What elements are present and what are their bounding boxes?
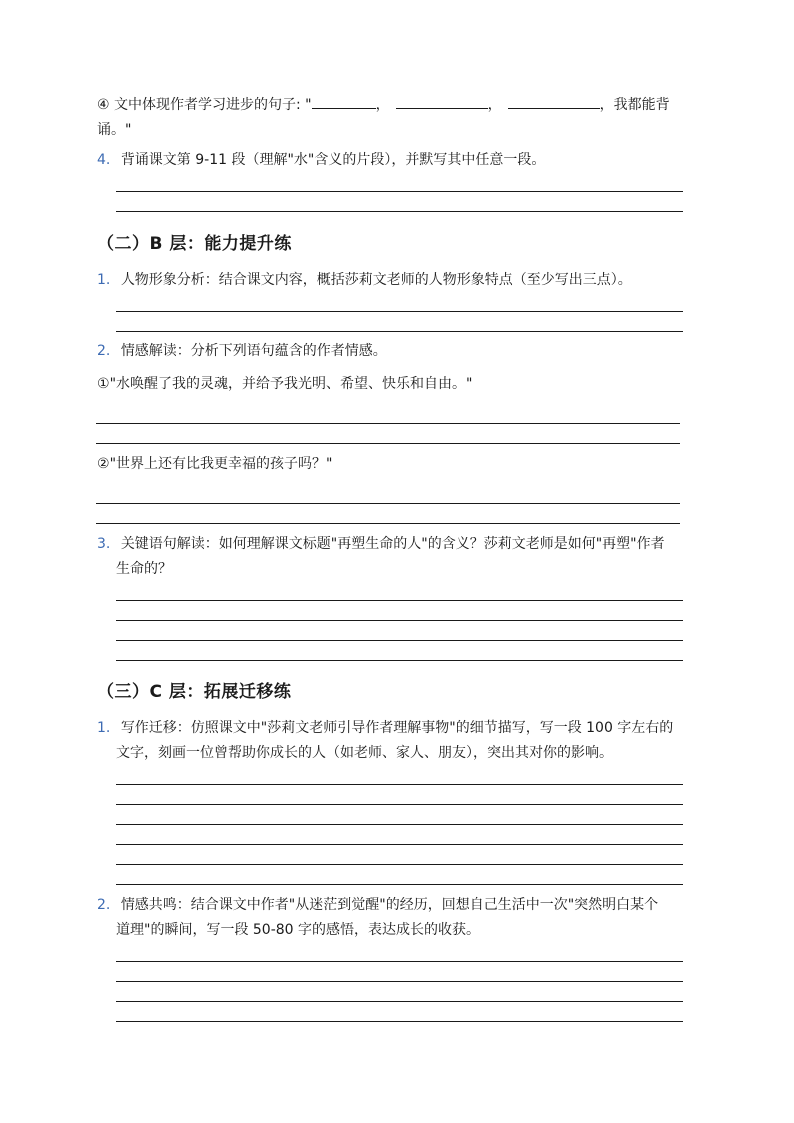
question-text: 写作迁移：仿照课文中"莎莉文老师引导作者理解事物"的细节描写，写一段 100 字左右的 — [120, 720, 674, 736]
section-title-b: （二）B 层：能力提升练 — [97, 234, 292, 254]
question-b2-sub2 — [97, 454, 332, 474]
question-c1-line2: 文字，刻画一位曾帮助你成长的人（如老师、家人、朋友），突出其对你的影响。 — [116, 745, 613, 761]
answer-line[interactable] — [116, 660, 683, 661]
answer-line[interactable] — [116, 981, 683, 982]
answer-line[interactable] — [116, 1021, 683, 1022]
quoted-sentence: "世界上还有比我更幸福的孩子吗？" — [109, 456, 333, 472]
question-b2 — [97, 341, 387, 361]
answer-line[interactable] — [116, 331, 683, 332]
answer-line[interactable] — [96, 443, 680, 444]
question-b1 — [97, 270, 632, 290]
circled-marker: ④ — [97, 97, 110, 113]
answer-line[interactable] — [116, 640, 683, 641]
answer-line[interactable] — [116, 620, 683, 621]
question-c1 — [97, 718, 673, 738]
question-text: 背诵课文第 9-11 段（理解"水"含义的片段），并默写其中任意一段。 — [120, 152, 546, 168]
circled-marker: ② — [97, 456, 110, 472]
question-b3 — [97, 534, 665, 554]
answer-line[interactable] — [116, 1001, 683, 1002]
question-number: 2. — [97, 897, 111, 913]
answer-line[interactable] — [116, 884, 683, 885]
answer-line[interactable] — [96, 523, 680, 524]
answer-line[interactable] — [116, 804, 683, 805]
question-number: 4. — [97, 152, 111, 168]
answer-line[interactable] — [96, 423, 680, 424]
answer-line[interactable] — [96, 503, 680, 504]
quoted-sentence: "水唤醒了我的灵魂，并给予我光明、希望、快乐和自由。" — [109, 376, 473, 392]
question-c2-line2: 道理"的瞬间，写一段 50-80 字的感悟，表达成长的收获。 — [116, 922, 481, 938]
q4-sub-line2: 诵。" — [97, 122, 132, 138]
question-number: 1. — [97, 720, 111, 736]
question-text: 关键语句解读：如何理解课文标题"再塑生命的人"的含义？莎莉文老师是如何"再塑"作者 — [120, 536, 665, 552]
question-number: 3. — [97, 536, 111, 552]
answer-line[interactable] — [116, 844, 683, 845]
question-b3-line2: 生命的？ — [116, 561, 172, 577]
circled-marker: ① — [97, 376, 110, 392]
answer-line[interactable] — [116, 961, 683, 962]
q4-sub-prompt: 文中体现作者学习进步的句子: " — [114, 97, 312, 113]
answer-line[interactable] — [116, 600, 683, 601]
answer-line[interactable] — [116, 211, 683, 212]
q4-sub-tail: ，我都能背 — [599, 97, 670, 113]
q4-sub-line1 — [97, 94, 670, 115]
question-number: 2. — [97, 343, 111, 359]
answer-line[interactable] — [116, 784, 683, 785]
section-title-c: （三）C 层：拓展迁移练 — [97, 682, 292, 702]
question-text: 情感共鸣：结合课文中作者"从迷茫到觉醒"的经历，回想自己生活中一次"突然明白某个 — [120, 897, 659, 913]
answer-blank[interactable] — [396, 94, 488, 109]
answer-line[interactable] — [116, 824, 683, 825]
question-b2-sub1 — [97, 374, 472, 394]
answer-blank[interactable] — [312, 94, 376, 109]
separator: ， — [375, 97, 390, 113]
question-text: 人物形象分析：结合课文内容，概括莎莉文老师的人物形象特点（至少写出三点）。 — [120, 272, 632, 288]
question-a4 — [97, 150, 545, 170]
answer-blank[interactable] — [508, 94, 600, 109]
question-text: 情感解读：分析下列语句蕴含的作者情感。 — [120, 343, 387, 359]
question-c2 — [97, 895, 658, 915]
separator: ， — [487, 97, 502, 113]
answer-line[interactable] — [116, 311, 683, 312]
answer-line[interactable] — [116, 191, 683, 192]
question-number: 1. — [97, 272, 111, 288]
answer-line[interactable] — [116, 864, 683, 865]
